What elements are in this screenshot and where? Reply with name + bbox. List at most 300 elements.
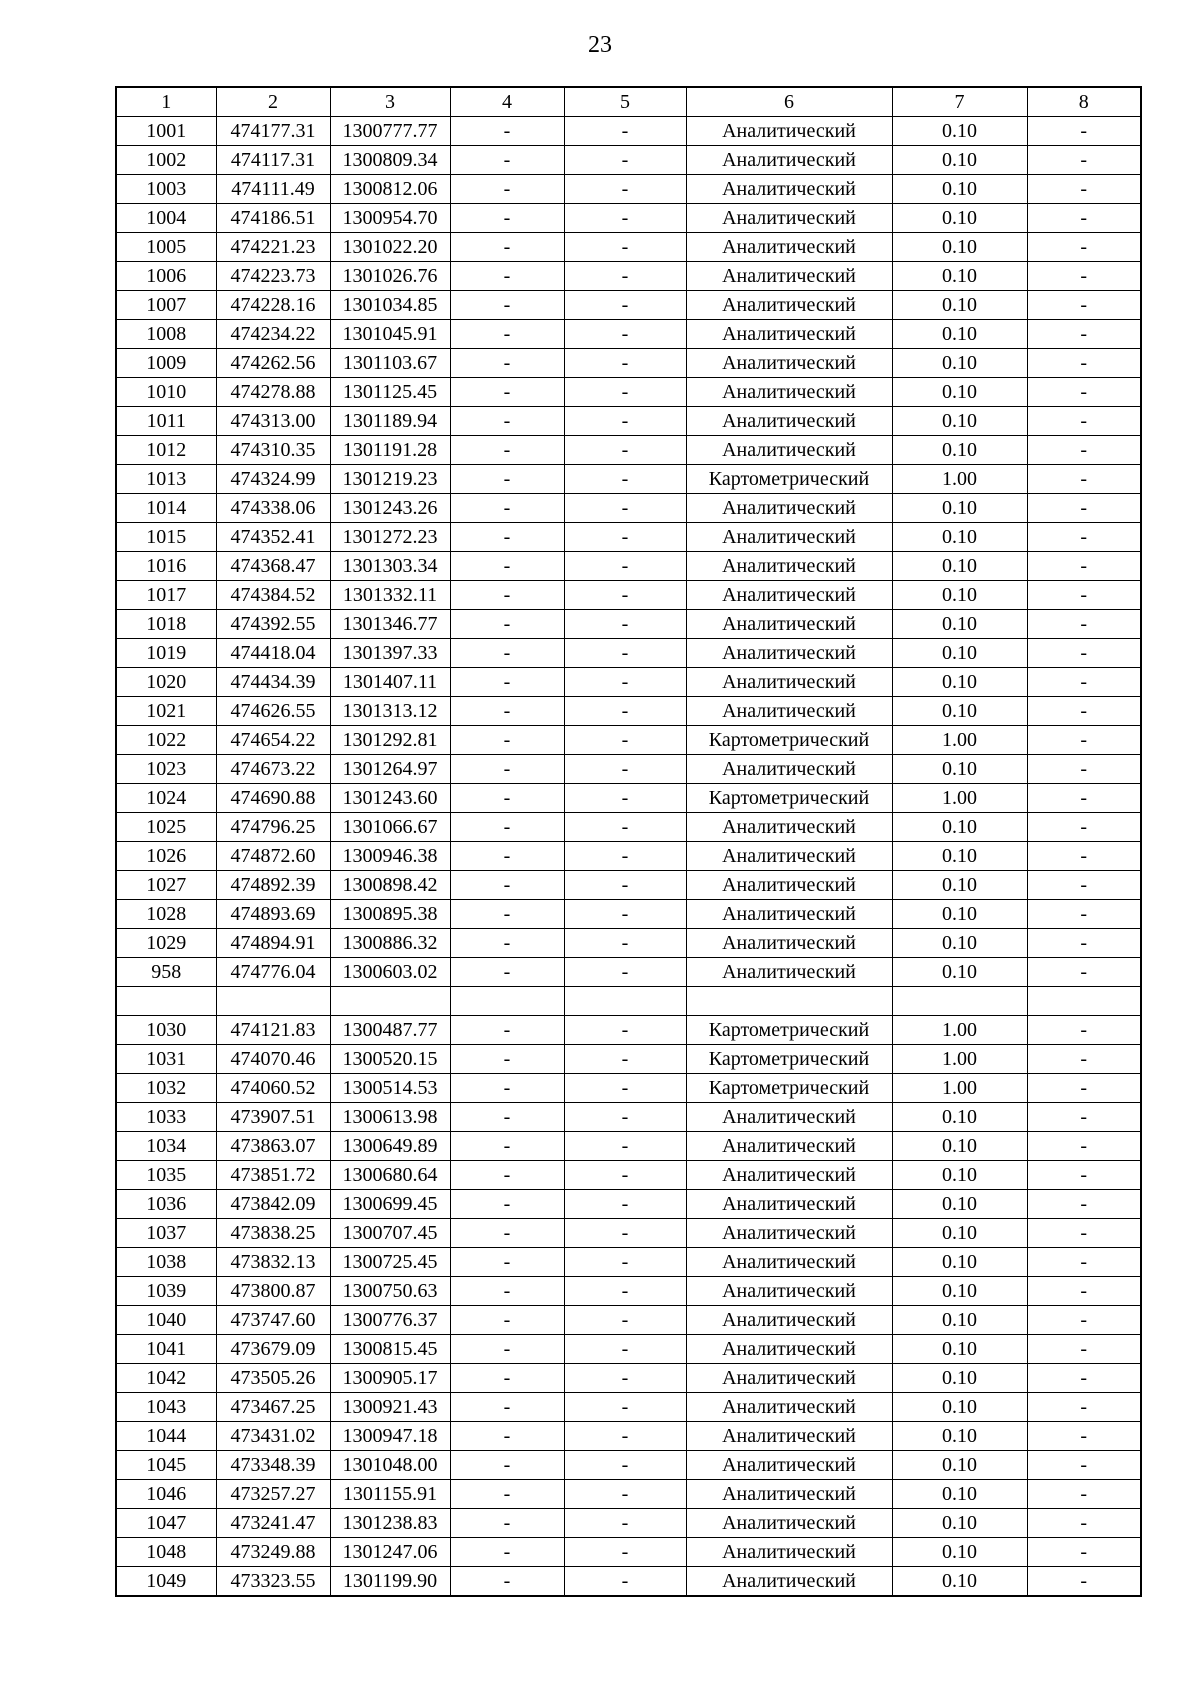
table-cell: 1024 xyxy=(116,784,216,813)
table-cell: Аналитический xyxy=(686,494,892,523)
table-cell: 8 xyxy=(1027,87,1141,117)
table-cell: 0.10 xyxy=(892,1538,1027,1567)
table-cell: - xyxy=(1027,1567,1141,1597)
table-cell: 1300777.77 xyxy=(330,117,450,146)
table-cell: 0.10 xyxy=(892,320,1027,349)
table-cell: - xyxy=(564,117,686,146)
table-row xyxy=(116,349,1141,378)
table-cell: 1048 xyxy=(116,1538,216,1567)
table-cell: 0.10 xyxy=(892,349,1027,378)
table-cell: 474223.73 xyxy=(216,262,330,291)
table-cell: - xyxy=(564,929,686,958)
table-cell: Аналитический xyxy=(686,1306,892,1335)
table-cell: 473838.25 xyxy=(216,1219,330,1248)
table-cell: 1.00 xyxy=(892,784,1027,813)
table-cell: 474121.83 xyxy=(216,1016,330,1045)
table-cell: - xyxy=(1027,1219,1141,1248)
table-cell: Аналитический xyxy=(686,1538,892,1567)
table-cell: - xyxy=(1027,639,1141,668)
table-cell: 0.10 xyxy=(892,581,1027,610)
table-cell: 1300815.45 xyxy=(330,1335,450,1364)
table-row xyxy=(116,900,1141,929)
table-cell: 1017 xyxy=(116,581,216,610)
table-cell: 1301332.11 xyxy=(330,581,450,610)
table-row xyxy=(116,1277,1141,1306)
table-cell: - xyxy=(1027,784,1141,813)
table-cell: 1301191.28 xyxy=(330,436,450,465)
table-cell: - xyxy=(564,581,686,610)
table-cell: 1001 xyxy=(116,117,216,146)
table-row xyxy=(116,436,1141,465)
table-cell: 1028 xyxy=(116,900,216,929)
table-cell: - xyxy=(564,262,686,291)
table-cell: - xyxy=(450,958,564,987)
table-cell: - xyxy=(564,842,686,871)
table-cell: - xyxy=(1027,755,1141,784)
table-cell: 474228.16 xyxy=(216,291,330,320)
table-cell: - xyxy=(564,1132,686,1161)
table-cell: - xyxy=(1027,1451,1141,1480)
table-cell: 1.00 xyxy=(892,1016,1027,1045)
table-cell: 473241.47 xyxy=(216,1509,330,1538)
table-cell: 1022 xyxy=(116,726,216,755)
table-cell: 474654.22 xyxy=(216,726,330,755)
table-cell: Аналитический xyxy=(686,871,892,900)
table-cell: - xyxy=(450,204,564,233)
table-cell: 1027 xyxy=(116,871,216,900)
table-cell: - xyxy=(1027,1306,1141,1335)
table-cell: 473851.72 xyxy=(216,1161,330,1190)
table-cell: 7 xyxy=(892,87,1027,117)
table-cell: - xyxy=(564,1567,686,1597)
table-cell: 1301026.76 xyxy=(330,262,450,291)
table-cell: 1300750.63 xyxy=(330,1277,450,1306)
table-cell: - xyxy=(450,320,564,349)
table-cell: - xyxy=(450,1393,564,1422)
table-cell xyxy=(116,987,216,1016)
table-cell: - xyxy=(564,378,686,407)
table-cell: 1025 xyxy=(116,813,216,842)
table-cell: - xyxy=(1027,117,1141,146)
table-cell: 1034 xyxy=(116,1132,216,1161)
table-cell: 6 xyxy=(686,87,892,117)
table-cell: - xyxy=(450,929,564,958)
table-cell: 474872.60 xyxy=(216,842,330,871)
table-cell: 1301243.26 xyxy=(330,494,450,523)
table-cell: 1.00 xyxy=(892,1045,1027,1074)
table-cell: - xyxy=(1027,204,1141,233)
table-cell: - xyxy=(564,1509,686,1538)
table-row xyxy=(116,987,1141,1016)
table-cell: Аналитический xyxy=(686,1393,892,1422)
table-cell: - xyxy=(450,233,564,262)
table-cell: 0.10 xyxy=(892,378,1027,407)
table-cell: - xyxy=(1027,1248,1141,1277)
table-cell: - xyxy=(450,1538,564,1567)
table-cell: 1300699.45 xyxy=(330,1190,450,1219)
table-row xyxy=(116,1045,1141,1074)
table-row xyxy=(116,175,1141,204)
table-cell: 1300921.43 xyxy=(330,1393,450,1422)
table-cell: 473431.02 xyxy=(216,1422,330,1451)
table-cell: 1301407.11 xyxy=(330,668,450,697)
table-cell: - xyxy=(450,1074,564,1103)
table-cell: 474894.91 xyxy=(216,929,330,958)
table-cell: 1032 xyxy=(116,1074,216,1103)
table-cell: Аналитический xyxy=(686,929,892,958)
table-cell: - xyxy=(450,697,564,726)
table-cell: - xyxy=(450,1509,564,1538)
table-cell: - xyxy=(564,407,686,436)
table-cell: - xyxy=(450,552,564,581)
table-cell: 1300603.02 xyxy=(330,958,450,987)
table-cell: 474673.22 xyxy=(216,755,330,784)
table-cell: 473679.09 xyxy=(216,1335,330,1364)
table-cell: Аналитический xyxy=(686,697,892,726)
table-cell: - xyxy=(450,175,564,204)
table-cell: 0.10 xyxy=(892,697,1027,726)
table-cell: 1301045.91 xyxy=(330,320,450,349)
table-cell: - xyxy=(564,1219,686,1248)
table-cell: 1301303.34 xyxy=(330,552,450,581)
table-cell: 0.10 xyxy=(892,1451,1027,1480)
table-row xyxy=(116,1364,1141,1393)
table-cell: - xyxy=(450,1132,564,1161)
table-cell: - xyxy=(1027,1161,1141,1190)
table-cell: Аналитический xyxy=(686,146,892,175)
table-cell: Картометрический xyxy=(686,726,892,755)
table-cell: 1039 xyxy=(116,1277,216,1306)
table-cell: - xyxy=(1027,842,1141,871)
table-cell: - xyxy=(450,1422,564,1451)
table-cell: - xyxy=(1027,494,1141,523)
table-cell: 1300776.37 xyxy=(330,1306,450,1335)
table-cell: - xyxy=(450,871,564,900)
table-cell: Картометрический xyxy=(686,1045,892,1074)
table-row xyxy=(116,1451,1141,1480)
table-cell: 474313.00 xyxy=(216,407,330,436)
table-cell: Аналитический xyxy=(686,175,892,204)
table-row xyxy=(116,378,1141,407)
table-cell: - xyxy=(564,1335,686,1364)
table-cell: 0.10 xyxy=(892,494,1027,523)
table-cell: 1015 xyxy=(116,523,216,552)
table-row xyxy=(116,784,1141,813)
table-cell: 0.10 xyxy=(892,842,1027,871)
table-cell: - xyxy=(450,1248,564,1277)
table-cell: 0.10 xyxy=(892,552,1027,581)
table-row xyxy=(116,233,1141,262)
table-cell: 474262.56 xyxy=(216,349,330,378)
table-cell: - xyxy=(450,755,564,784)
table-cell: Картометрический xyxy=(686,784,892,813)
table-cell: 1301264.97 xyxy=(330,755,450,784)
table-cell: Аналитический xyxy=(686,407,892,436)
table-cell: 0.10 xyxy=(892,639,1027,668)
table-cell xyxy=(450,987,564,1016)
table-cell: 1301048.00 xyxy=(330,1451,450,1480)
table-cell: - xyxy=(450,1016,564,1045)
table-cell: - xyxy=(450,610,564,639)
table-row xyxy=(116,262,1141,291)
table-cell: - xyxy=(564,1277,686,1306)
table-row xyxy=(116,610,1141,639)
table-cell: 1300946.38 xyxy=(330,842,450,871)
table-cell: - xyxy=(564,1538,686,1567)
table-cell: 0.10 xyxy=(892,1219,1027,1248)
table-cell: 473505.26 xyxy=(216,1364,330,1393)
table-cell: 1301125.45 xyxy=(330,378,450,407)
table-cell: 1004 xyxy=(116,204,216,233)
table-cell: 1301022.20 xyxy=(330,233,450,262)
table-row xyxy=(116,813,1141,842)
table-cell: - xyxy=(564,1045,686,1074)
table-cell: - xyxy=(1027,1364,1141,1393)
table-cell: 1300613.98 xyxy=(330,1103,450,1132)
table-cell: 474418.04 xyxy=(216,639,330,668)
table-cell: 1300812.06 xyxy=(330,175,450,204)
table-cell: 0.10 xyxy=(892,262,1027,291)
table-cell: 473842.09 xyxy=(216,1190,330,1219)
table-row xyxy=(116,871,1141,900)
table-cell: 4 xyxy=(450,87,564,117)
table-cell: - xyxy=(564,697,686,726)
table-cell: - xyxy=(450,407,564,436)
table-row xyxy=(116,523,1141,552)
table-cell: 1041 xyxy=(116,1335,216,1364)
table-cell: - xyxy=(564,146,686,175)
table-cell xyxy=(892,987,1027,1016)
table-cell: 1301292.81 xyxy=(330,726,450,755)
table-cell: - xyxy=(564,523,686,552)
table-row xyxy=(116,407,1141,436)
table-cell: Картометрический xyxy=(686,1016,892,1045)
table-cell: - xyxy=(1027,668,1141,697)
table-cell: - xyxy=(450,291,564,320)
table-cell: 1300707.45 xyxy=(330,1219,450,1248)
table-cell: 474234.22 xyxy=(216,320,330,349)
table-cell: - xyxy=(450,436,564,465)
table-cell: 1044 xyxy=(116,1422,216,1451)
table-row xyxy=(116,1016,1141,1045)
table-row xyxy=(116,1509,1141,1538)
table-cell: 1300905.17 xyxy=(330,1364,450,1393)
table-cell: - xyxy=(1027,929,1141,958)
table-row xyxy=(116,494,1141,523)
table-cell: 1300886.32 xyxy=(330,929,450,958)
table-cell: - xyxy=(450,1190,564,1219)
table-cell: - xyxy=(564,900,686,929)
table-cell: - xyxy=(564,204,686,233)
table-cell: - xyxy=(564,1422,686,1451)
table-cell: 1.00 xyxy=(892,465,1027,494)
table-cell: 1301199.90 xyxy=(330,1567,450,1597)
table-cell: - xyxy=(564,610,686,639)
table-cell: - xyxy=(564,1161,686,1190)
table-cell: 474060.52 xyxy=(216,1074,330,1103)
table-cell: Аналитический xyxy=(686,1248,892,1277)
table-cell: 0.10 xyxy=(892,610,1027,639)
table-row xyxy=(116,1422,1141,1451)
table-cell: 474186.51 xyxy=(216,204,330,233)
table-row xyxy=(116,291,1141,320)
table-cell: 474324.99 xyxy=(216,465,330,494)
table-cell: 1300809.34 xyxy=(330,146,450,175)
table-cell: Картометрический xyxy=(686,465,892,494)
table-cell: Аналитический xyxy=(686,291,892,320)
table-cell: - xyxy=(564,1393,686,1422)
table-cell: Аналитический xyxy=(686,1451,892,1480)
table-cell: 0.10 xyxy=(892,1480,1027,1509)
table-cell: 1301272.23 xyxy=(330,523,450,552)
table-cell: - xyxy=(564,871,686,900)
table-cell: 3 xyxy=(330,87,450,117)
table-cell: 5 xyxy=(564,87,686,117)
table-cell: - xyxy=(564,465,686,494)
table-cell: 474352.41 xyxy=(216,523,330,552)
table-cell: 1301034.85 xyxy=(330,291,450,320)
table-cell: - xyxy=(450,1567,564,1597)
table-cell: 1300649.89 xyxy=(330,1132,450,1161)
table-cell: - xyxy=(564,320,686,349)
table-cell xyxy=(564,987,686,1016)
table-cell: Аналитический xyxy=(686,1161,892,1190)
table-cell: - xyxy=(450,1219,564,1248)
table-cell: 1009 xyxy=(116,349,216,378)
table-cell xyxy=(216,987,330,1016)
table-cell: 1038 xyxy=(116,1248,216,1277)
table-cell: Аналитический xyxy=(686,320,892,349)
table-cell: - xyxy=(450,639,564,668)
table-cell: 0.10 xyxy=(892,1190,1027,1219)
table-cell: 474278.88 xyxy=(216,378,330,407)
table-cell: 2 xyxy=(216,87,330,117)
table-cell: - xyxy=(1027,465,1141,494)
table-cell: Аналитический xyxy=(686,1480,892,1509)
table-cell: 1301189.94 xyxy=(330,407,450,436)
table-cell: Аналитический xyxy=(686,349,892,378)
table-cell: - xyxy=(1027,1277,1141,1306)
table-cell: Аналитический xyxy=(686,378,892,407)
table-cell: - xyxy=(450,1306,564,1335)
table-cell: 0.10 xyxy=(892,1277,1027,1306)
table-cell: - xyxy=(450,1277,564,1306)
table-cell: - xyxy=(1027,1509,1141,1538)
table-cell: 474893.69 xyxy=(216,900,330,929)
table-cell: 0.10 xyxy=(892,523,1027,552)
table-cell: 473832.13 xyxy=(216,1248,330,1277)
table-cell: 1300725.45 xyxy=(330,1248,450,1277)
table-row xyxy=(116,146,1141,175)
table-cell: - xyxy=(564,349,686,378)
table-cell xyxy=(1027,987,1141,1016)
table-cell: 1.00 xyxy=(892,726,1027,755)
table-cell: Аналитический xyxy=(686,1103,892,1132)
table-cell: 473863.07 xyxy=(216,1132,330,1161)
table-cell: - xyxy=(564,784,686,813)
table-cell: - xyxy=(1027,175,1141,204)
table-cell: 0.10 xyxy=(892,813,1027,842)
table-cell: 473249.88 xyxy=(216,1538,330,1567)
table-cell: - xyxy=(564,1016,686,1045)
table-row xyxy=(116,1480,1141,1509)
table-row xyxy=(116,1074,1141,1103)
table-cell: 0.10 xyxy=(892,175,1027,204)
table-row xyxy=(116,958,1141,987)
table-row xyxy=(116,842,1141,871)
table-cell: Аналитический xyxy=(686,262,892,291)
table-cell: 1300954.70 xyxy=(330,204,450,233)
table-cell: - xyxy=(450,523,564,552)
table-row xyxy=(116,117,1141,146)
table-row xyxy=(116,755,1141,784)
table-cell: 1013 xyxy=(116,465,216,494)
table-cell: - xyxy=(1027,378,1141,407)
table-cell: - xyxy=(1027,349,1141,378)
table-cell: 1 xyxy=(116,87,216,117)
table-cell: 474690.88 xyxy=(216,784,330,813)
table-cell: - xyxy=(1027,697,1141,726)
table-cell: 474796.25 xyxy=(216,813,330,842)
table-cell: 1049 xyxy=(116,1567,216,1597)
table-cell: 0.10 xyxy=(892,900,1027,929)
table-cell: 474221.23 xyxy=(216,233,330,262)
table-cell: - xyxy=(1027,233,1141,262)
table-cell: 1300895.38 xyxy=(330,900,450,929)
table-cell: 474892.39 xyxy=(216,871,330,900)
table-row xyxy=(116,1190,1141,1219)
table-cell: 1023 xyxy=(116,755,216,784)
table-row xyxy=(116,1219,1141,1248)
table-cell: 0.10 xyxy=(892,1103,1027,1132)
table-cell: - xyxy=(1027,320,1141,349)
table-cell: - xyxy=(564,755,686,784)
table-cell: 1018 xyxy=(116,610,216,639)
table-cell: 474626.55 xyxy=(216,697,330,726)
table-cell: 474177.31 xyxy=(216,117,330,146)
table-cell: 1301066.67 xyxy=(330,813,450,842)
table-cell: 474117.31 xyxy=(216,146,330,175)
table-row xyxy=(116,552,1141,581)
table-cell: - xyxy=(564,1306,686,1335)
table-cell: 0.10 xyxy=(892,1132,1027,1161)
table-cell: 473747.60 xyxy=(216,1306,330,1335)
table-cell: 1046 xyxy=(116,1480,216,1509)
table-cell: - xyxy=(1027,1422,1141,1451)
table-cell: 0.10 xyxy=(892,871,1027,900)
table-cell: 1036 xyxy=(116,1190,216,1219)
table-cell: - xyxy=(1027,1335,1141,1364)
table-cell: 1019 xyxy=(116,639,216,668)
table-cell: 474111.49 xyxy=(216,175,330,204)
table-cell: - xyxy=(1027,900,1141,929)
table-cell: - xyxy=(1027,958,1141,987)
table-cell: Аналитический xyxy=(686,1335,892,1364)
table-cell: 1016 xyxy=(116,552,216,581)
table-cell: 0.10 xyxy=(892,1306,1027,1335)
table-cell: 1301247.06 xyxy=(330,1538,450,1567)
table-cell: - xyxy=(450,262,564,291)
table-cell: 0.10 xyxy=(892,1422,1027,1451)
table-cell: - xyxy=(564,813,686,842)
table-cell: 474338.06 xyxy=(216,494,330,523)
table-cell: - xyxy=(564,1190,686,1219)
table-cell: 1043 xyxy=(116,1393,216,1422)
table-cell: - xyxy=(450,1480,564,1509)
table-cell: - xyxy=(450,581,564,610)
table-cell: 1029 xyxy=(116,929,216,958)
table-cell: 473907.51 xyxy=(216,1103,330,1132)
